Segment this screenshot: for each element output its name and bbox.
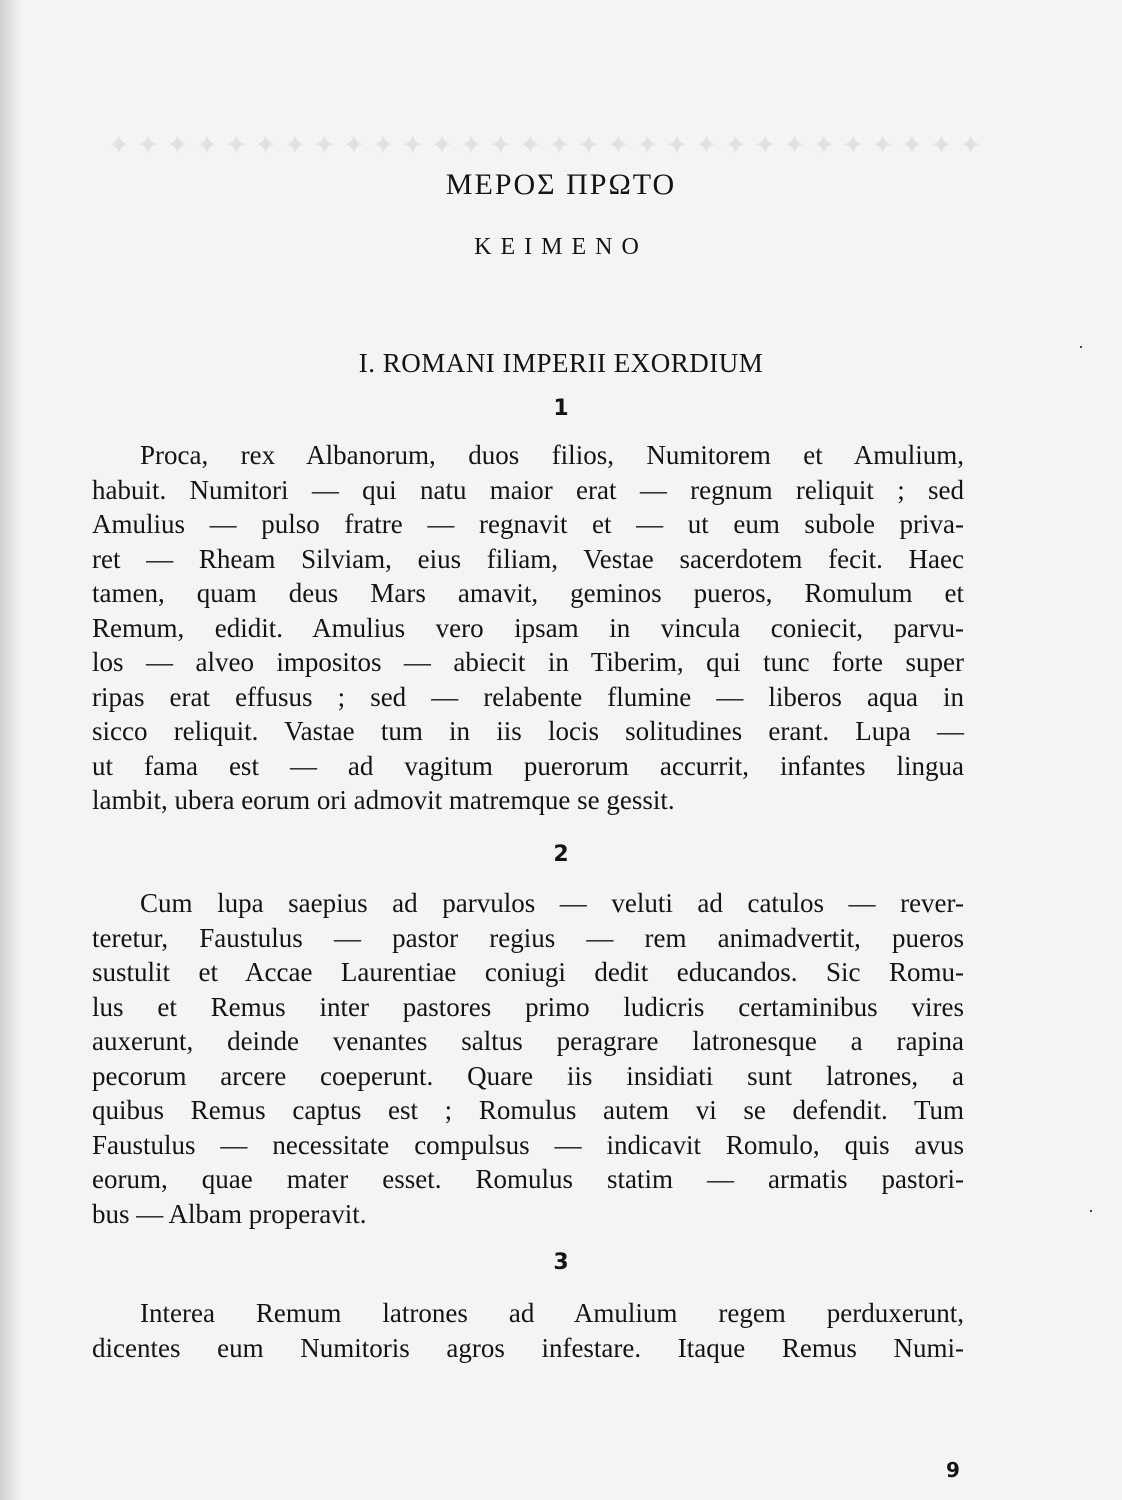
text-line: Remum, edidit. Amulius vero ipsam in vincula coniecit, parvu- — [92, 612, 964, 643]
page-number: 9 — [946, 1458, 960, 1482]
show-through-texture: ✦ ✦ ✦ ✦ ✦ ✦ ✦ ✦ ✦ ✦ ✦ ✦ ✦ ✦ ✦ ✦ ✦ ✦ ✦ ✦ ✦ ✦ ✦ ✦ ✦ ✦ ✦ ✦ ✦ ✦ — [107, 130, 982, 160]
text-line: ripas erat effusus ; sed — relabente flumine — liberos aqua in — [92, 681, 964, 712]
section-1-text — [92, 438, 964, 818]
text-line: eorum, quae mater esset. Romulus statim — armatis pastori- — [92, 1164, 964, 1194]
binding-gutter-shadow — [0, 0, 22, 1500]
scan-speck — [1080, 346, 1082, 348]
scan-speck — [1090, 1210, 1092, 1212]
section-number-3: 3 — [553, 1250, 569, 1275]
text-line: bus — Albam properavit. — [92, 1198, 367, 1229]
text-line: Proca, rex Albanorum, duos filios, Numitorem et Amulium, — [140, 440, 964, 470]
text-line: lambit, ubera eorum ori admovit matremque se gessit. — [92, 785, 675, 815]
text-line: dicentes eum Numitoris agros infestare. Itaque Remus Numi- — [92, 1332, 964, 1363]
text-line: tamen, quam deus Mars amavit, geminos pueros, Romulum et — [92, 578, 964, 608]
section-number-1: 1 — [553, 396, 569, 421]
part-title: ΜΕΡΟΣ ΠΡΩΤΟ — [445, 168, 677, 201]
section-2-text — [92, 886, 964, 1231]
text-line: Cum lupa saepius ad parvulos — veluti ad catulos — rever- — [140, 888, 964, 918]
text-line: los — alveo impositos — abiecit in Tiberim, qui tunc forte super — [92, 647, 964, 677]
text-line: habuit. Numitori — qui natu maior erat — regnum reliquit ; sed — [92, 474, 964, 505]
chapter-title: I. ROMANI IMPERII EXORDIUM — [358, 348, 764, 378]
text-line: teretur, Faustulus — pastor regius — rem animadvertit, pueros — [92, 922, 964, 953]
text-line: pecorum arcere coeperunt. Quare iis insidiati sunt latrones, a — [92, 1060, 964, 1091]
text-line: ret — Rheam Silviam, eius filiam, Vestae sacerdotem fecit. Haec — [92, 543, 964, 574]
text-line: quibus Remus captus est ; Romulus autem vi se defendit. Tum — [92, 1095, 964, 1125]
text-line: Faustulus — necessitate compulsus — indicavit Romulo, quis avus — [92, 1129, 964, 1160]
text-line: lus et Remus inter pastores primo ludicris certaminibus vires — [92, 991, 964, 1022]
section-number-2: 2 — [553, 842, 569, 867]
text-line: auxerunt, deinde venantes saltus peragrare latronesque a rapina — [92, 1026, 964, 1056]
text-line: sicco reliquit. Vastae tum in iis locis solitudines erant. Lupa — — [92, 716, 964, 746]
text-line: Amulius — pulso fratre — regnavit et — ut eum subole priva- — [92, 509, 964, 539]
part-subtitle: ΚΕΙΜΕΝΟ — [474, 234, 648, 260]
text-line: Interea Remum latrones ad Amulium regem perduxerunt, — [140, 1298, 964, 1328]
section-3-text — [92, 1296, 964, 1365]
text-line: sustulit et Accae Laurentiae coniugi dedit educandos. Sic Romu- — [92, 957, 964, 987]
text-line: ut fama est — ad vagitum puerorum accurrit, infantes lingua — [92, 750, 964, 781]
